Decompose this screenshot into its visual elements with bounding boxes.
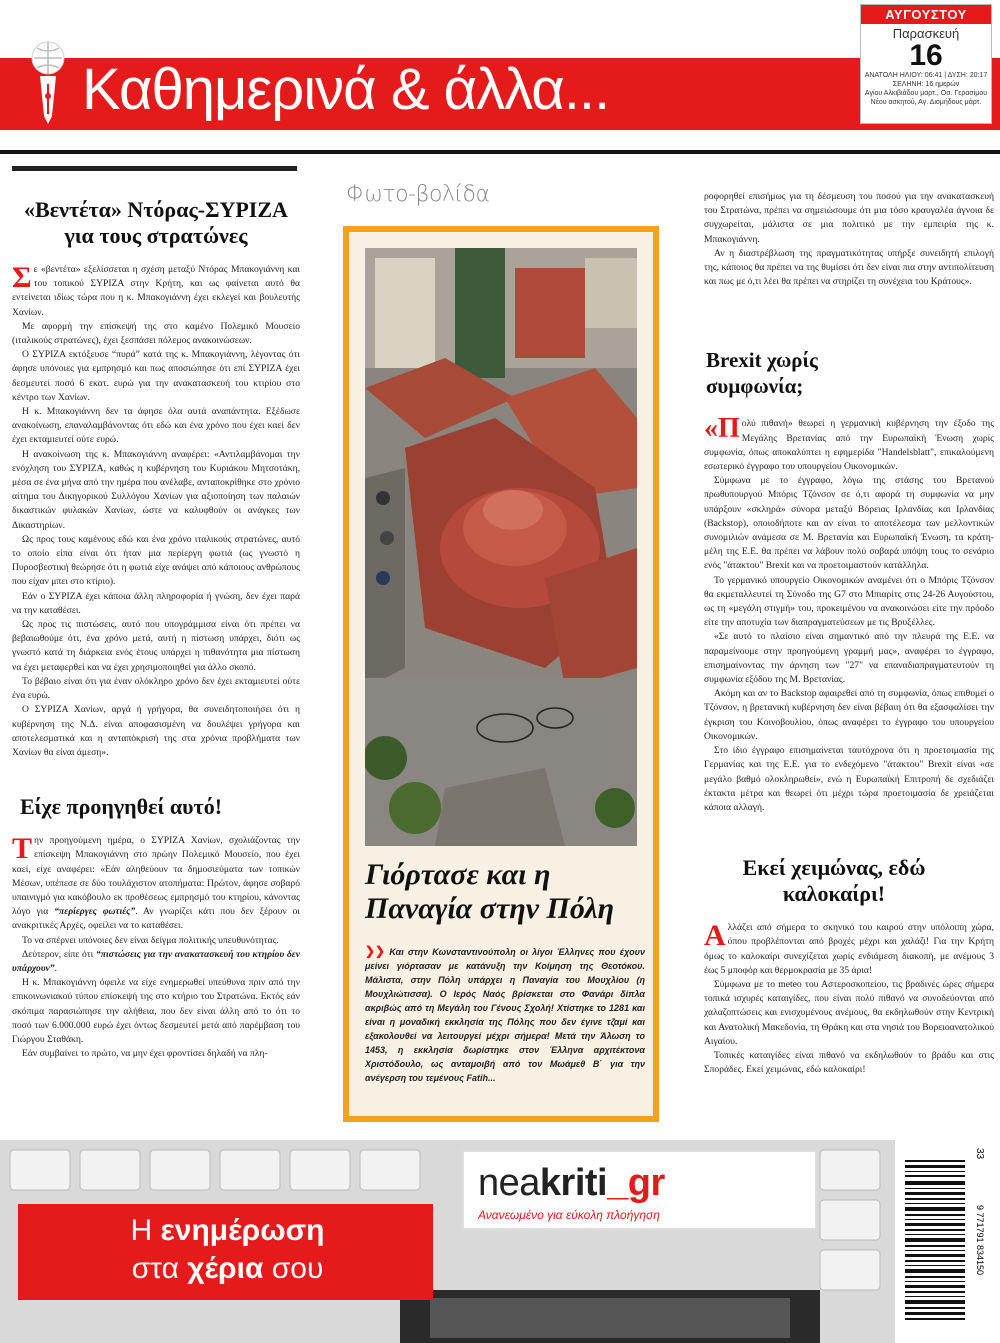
article-paragraph: Εάν συμβαίνει το πρώτο, να μην έχει φροντίσει δηλαδή να πλη- [22, 1048, 268, 1060]
article-headline-brexit: Brexit χωρίς συμφωνία; [706, 348, 818, 399]
article-paragraph: Ως προς τους καμένους εδώ και ένα χρόνο ιταλικούς στρατώνες, αυτό το οποίο είπα είναι ότι ήταν μια περίεργη φωτιά (ως γνωστό η Πυροσβεστική θεώρησε ότι η φωτιά είχε ανάψει από κάποιους ανθρώπους που είχαν μπει στο κτίριο). [12, 533, 300, 588]
article-paragraph: Το γερμανικό υπουργείο Οικονομικών αναμένει ότι ο Μπόρις Τζόνσον θα εκμεταλλευτεί τη Σύνοδο της G7 στο Μπιαρίτς στις 24-26 Αυγούστου, ως τη «μεγάλη στιγμή» του, προκειμένου να ανακοινώσει είτε την πρόοδο είτε την αποτυχία των διαπραγματεύσεων με τις Βρυξέλλες. [704, 574, 994, 629]
article-paragraph: Ακόμη και αν το Backstop αφαιρεθεί από τη συμφωνία, όπως επιθυμεί ο Τζόνσον, η βρετανική κυβέρνηση δεν είναι βέβαιη ότι θα εξασφαλίσει την έγκριση του Κοινοβουλίου, όπως αναφέρει το έγγραφο του υπουργείου Οικονομικών. [704, 688, 994, 742]
date-month: ΑΥΓΟΥΣΤΟΥ [861, 5, 991, 24]
article-paragraph: Ο ΣΥΡΙΖΑ Χανίων, αργά ή γρήγορα, θα συνειδητοποιήσει ότι η κυβέρνηση της Ν.Δ. είναι αποφασισμένη να δουλέψει γρήγορα και αποτελεσματικά και η ανταπόκρισή της στα χρόνια προβλήματα των Χανίων θα είναι άμεση». [12, 704, 300, 758]
ad-slogan: Ανανεωμένο για εύκολη πλοήγηση [478, 1208, 660, 1222]
article-paragraph: Το βέβαιο είναι ότι για έναν ολόκληρο χρόνο δεν έχει εκταμιευτεί ούτε ένα ευρώ. [12, 675, 300, 702]
photo-caption: ❯❯ Και στην Κωνσταντινούπολη οι λίγοι Έλληνες που έχουν μείνει γιόρτασαν με κατάνυξη την Κοίμηση της Θεοτόκου. Μάλιστα, στην Πόλη υπάρχει η Παναγία του Μουχλίου (η Μουχλιώτισσα). Ο Ιερός Ναός βρίσκεται στο Φανάρι δίπλα ακριβώς από τη Μεγάλη του Γένους Σχολή! Χτίστηκε το 1281 και είναι η μοναδική εκκλησία της Πόλης που δεν έγινε τζαμί και εξακολουθεί να λειτουργεί μέχρι σήμερα! Μετά την Άλωση το 1453, η εκκλησία δωρίστηκε στον Έλληνα αρχιτέκτονα Χριστόδουλο, ως ανταμοιβή από τον Μωάμεθ Β΄ για την ανέγερση του τεμένους Fatih... [365, 944, 645, 1083]
photo-section-label: Φωτο-βολίδα [346, 182, 490, 207]
left-column [12, 160, 300, 1061]
dropcap: Α [704, 919, 726, 953]
article-paragraph: Το να σπέρνει υπόνοιες δεν είναι δείγμα πολιτικής υπευθυνότητας. [22, 934, 279, 946]
dropcap: Σ [12, 261, 32, 294]
article-paragraph: ροφορηθεί επισήμως για τη δέσμευση του ποσού για την ανακατασκευή του Στρατώνα, πρέπει να σημειώσουμε ότι μια τόσο κραυγαλέα άγνοια δε συγχωρείται, μάλιστα σε μια πολιτικό με την εμπειρία της κ. Μπακογιάννη. [704, 191, 994, 245]
article-paragraph: Με αφορμή την επίσκεψή της στο καμένο Πολεμικό Μουσείο (ιταλικούς στρατώνες), έχει ξεσπάσει πόλεμος ανακοινώσεων. [12, 320, 300, 347]
barcode-icon [895, 1140, 1000, 1343]
article-paragraph: Ως προς τις πιστώσεις, αυτό που υπογράμμισα είναι ότι πρέπει να βεβαιωθούμε ότι, ένα χρόνο μετά, αυτή η πίστωση υπάρχει, διότι ως γνωστό κατά τη διάρκεια ενός έτους υπάρχει η πιθανότητα μια πίστωση να έχει μεταφερθεί και να έχει χρησιμοποιηθεί για άλλο σκοπό. [12, 619, 300, 673]
article-paragraph: Η κ. Μπακογιάννη δεν τα άφησε όλα αυτά αναπάντητα. Εξέδωσε ανακοίνωση, επαναλαμβάνοντας ότι εδώ και ένα χρόνο που έχει καεί δεν έχει εκταμιευτεί ούτε ευρώ. [12, 406, 300, 446]
article-paragraph: Αν η διαστρέβλωση της πραγματικότητας υπήρξε συνειδητή επιλογή της, κάποιος θα πρέπει να της θυμίσει ότι δεν είναι πια στην αντιπολίτευση και πως με ό,τι λέει θα πρέπει να στηρίζει τη συνέχεια του Κράτους». [704, 247, 994, 288]
date-moon: ΣΕΛΗΝΗ: 16 ημερών [892, 81, 960, 88]
neakriti-logo[interactable]: neakriti_gr [478, 1162, 665, 1204]
barcode [895, 1140, 1000, 1343]
barcode-number: 9 771791 834150 [975, 1204, 985, 1276]
article-paragraph: ην προηγούμενη ημέρα, ο ΣΥΡΙΖΑ Χανίων, σχολιάζοντας την επίσκεψη Μπακογιάννη στο πρώην Πολεμικό Μουσείο, που έχει καεί, είχε αναφέρει: «Εάν αληθεύουν τα δημοσιεύματα των τοπικών Μέσων, υπέπεσε σε δύο τουλάχιστον ατοπήματα: Πρώτον, άφησε σοβαρό υπαινιγμό για κακόβουλο εκ προθέσεως εμπρησμό του κτηρίου, κάνοντας λόγο για “περίεργες φωτιές”. Αν γνωρίζει κάτι που δεν ξέρουν οι ανακριτικές Αρχές, οφείλει να το καταθέσει. [12, 835, 301, 932]
article-headline-eixe: Είχε προηγηθεί αυτό! [20, 794, 223, 820]
article-paragraph: Εάν ο ΣΥΡΙΖΑ έχει κάποια άλλη πληροφορία ή γνώση, δεν έχει παρά να την καταθέσει. [12, 590, 300, 616]
ad-tagline-line2: στα χέρια σου [131, 1252, 324, 1285]
ad-tagline-line1: Η ενημέρωση [130, 1214, 325, 1247]
article-paragraph: Η ανακοίνωση της κ. Μπακογιάννη αναφέρει: «Αντιλαμβάνομαι την ενόχληση του ΣΥΡΙΖΑ, καθώς η κυβέρνηση του Κυριάκου Μητσοτάκη, μέσα σε ένα μήνα από την ημέρα που ανέλαβε, ανταποκρίθηκε στο χρόνιο αίτημα του Δικηγορικού Συλλόγου Χανίων για αξιοποίηση των παλαιών δικαστικών φυλακών Χανίων, ώστε να καλυφθούν οι ανάγκες των Δικαστηρίων. [12, 448, 300, 531]
pen-globe-logo-icon [18, 36, 78, 126]
quote-dropcap: «Π [704, 413, 740, 445]
article-paragraph: ολύ πιθανή» θεωρεί η γερμανική κυβέρνηση την έξοδο της Μεγάλης Βρετανίας από την Ευρωπαϊκή Ένωση χωρίς συμφωνία, όπως αποκαλύπτει η εφημερίδα "Handelsblatt", επικαλούμενη εσωτερικό έγγραφο του υπουργείου Οικονομικών. [704, 418, 994, 473]
date-box [860, 4, 992, 124]
article-paragraph: «Σε αυτό το πλαίσιο είναι σημαντικό από την πλευρά της Ε.Ε. να παραμείνουμε στην προηγούμενη γραμμή μας», αναφέρει το έγγραφο, επισημαίνοντας την άρνηση των "27" να επαναδιαπραγματευτούν τη συμφωνία εξόδου της Μ. Βρετανίας. [704, 631, 994, 686]
article-paragraph: Δεύτερον, είπε ότι “πιστώσεις για την ανακατασκευή του κτηρίου δεν υπάρχουν”. [12, 948, 300, 974]
article-paragraph: Ο ΣΥΡΙΖΑ εκτόξευσε “πυρά” κατά της κ. Μπακογιάννη, λέγοντας ότι άφησε υπόνοιες για εμπρησμό και πως αποσιώπησε ότι επί ΣΥΡΙΖΑ έχει δεσμευτεί ποσό 6 εκατ. ευρώ για την ανακατασκευή του κτιρίου στο κέντρο των Χανίων. [12, 349, 300, 403]
church-aerial-photo [365, 248, 637, 846]
header-rule [0, 150, 1000, 154]
masthead-header [0, 0, 1000, 155]
article-headline-weather: Εκεί χειμώνας, εδώ καλοκαίρι! [742, 855, 926, 907]
photo-card [343, 226, 659, 1122]
double-arrow-icon: ❯❯ [365, 944, 386, 958]
masthead-title: Καθημερινά & άλλα... [82, 57, 610, 122]
neakriti-advertisement[interactable] [0, 1140, 1000, 1343]
column-top-bar [12, 166, 297, 171]
date-weekday: Παρασκευή [892, 26, 960, 41]
aerial-photo-illustration [365, 248, 637, 846]
article-paragraph: ε «βεντέτα» εξελίσσεται η σχέση μεταξύ Ντόρας Μπακογιάννη και του τοπικού ΣΥΡΙΖΑ στην Κρήτη, και ως φαίνεται αυτό θα εντείνεται ιδίως τώρα που η κ. Μπακογιάννη έχει εκλεγεί και βουλευτής Χανίων. [12, 264, 300, 318]
right-column [704, 190, 994, 1077]
barcode-issue: 33 [974, 1148, 985, 1160]
date-day-number: 16 [909, 39, 943, 72]
article-headline-venteta: «Βεντέτα» Ντόρας-ΣΥΡΙΖΑ για τους στρατώνες [24, 197, 288, 248]
date-saints: Αγίου Αλκιβιάδου μαρτ., Οσ. Γερασίμου Νέου ασκητού, Αγ. Διομήδους μάρτ. [864, 90, 988, 106]
article-paragraph: λλάζει από σήμερα το σκηνικό του καιρού στην υπόλοιπη χώρα, όπου προβλέπονται από βροχές μέχρι και χαλάζι! Για την Κρήτη όμως το καλοκαίρι συνεχίζεται χωρίς ενδιάμεση διακοπή, με ανέμους 3 έως 5 μποφόρ και θερμοκρασία με 35 άρια! [704, 922, 994, 976]
photo-headline: Γιόρτασε και η Παναγία στην Πόλη [365, 858, 615, 925]
dropcap: Τ [12, 832, 33, 866]
date-sun-times: ΑΝΑΤΟΛΗ ΗΛΙΟΥ: 06:41 | ΔΥΣΗ: 20:17 [864, 72, 988, 79]
article-paragraph: Σύμφωνα με το έγγραφο, λόγω της στάσης του Βρετανού πρωθυπουργού Μπόρις Τζόνσον σε ό,τι αφορά τη συμφωνία να μην υπάρξουν «σκληρά» σύνορα μεταξύ Βόρειας Ιρλανδίας και Ιρλανδίας (Backstop), οποιοδήποτε και αν είναι το αποτέλεσμα των μελλοντικών συνομιλιών ανάμεσα σε Μ. Βρετανία και Ευρωπαϊκή Ένωση, τα κράτη-μέλη της Ε.Ε. θα πρέπει να λάβουν πολύ σοβαρά υπόψη τους το σενάριο ενός "άτακτου" Brexit και να προετοιμαστούν κατάλληλα. [704, 475, 994, 572]
article-paragraph: Σύμφωνα με το meteo του Αστεροσκοπείου, τις βραδινές ώρες σήμερα τοπικά ισχυρές καταιγίδες, που είναι πολύ πιθανό να συνοδεύονται από χαλαζοπτώσεις και ενισχυμένους ανέμους, θα εκδηλωθούν στην Κεντρική και Ανατολική Μακεδονία, τη Θράκη και στα νησιά του Βορειοανατολικού Αιγαίου. [704, 978, 994, 1047]
section-eixe [12, 794, 300, 1061]
article-paragraph: Στο ίδιο έγγραφο επισημαίνεται ταυτόχρονα ότι η προετοιμασία της Γερμανίας και της Ε.Ε. για το ενδεχόμενο "άτακτου" Brexit είναι «σε μεγάλο βαθμό ολοκληρωθεί», ενώ η Ευρωπαϊκή Επιτροπή δε σχεδιάζει έκτακτα μέτρα και θεωρεί ότι μέχρι τώρα προετοιμασία δε χρειάζεται κάποια αλλαγή. [704, 745, 994, 813]
article-paragraph: Η κ. Μπακογιάννη όφειλε να είχε ενημερωθεί υπεύθυνα πριν από την επικοινωνιακού τύπου επίσκεψή της στο κτήριο του Στρατώνα. Εκτός εάν σκόπιμα παρασιώπησε την αλήθεια, που δεν είναι άλλη από το ότι το ποσό των 6.000.000 ευρώ έχει όντως δεσμευτεί μετά από παρέμβαση του Γιώργου Σταθάκη. [12, 977, 300, 1045]
article-paragraph: Τοπικές καταιγίδες είναι πιθανό να εκδηλωθούν το βράδυ και στις Σποράδες. Εκεί χειμώνας, εδώ καλοκαίρι! [704, 1049, 994, 1076]
